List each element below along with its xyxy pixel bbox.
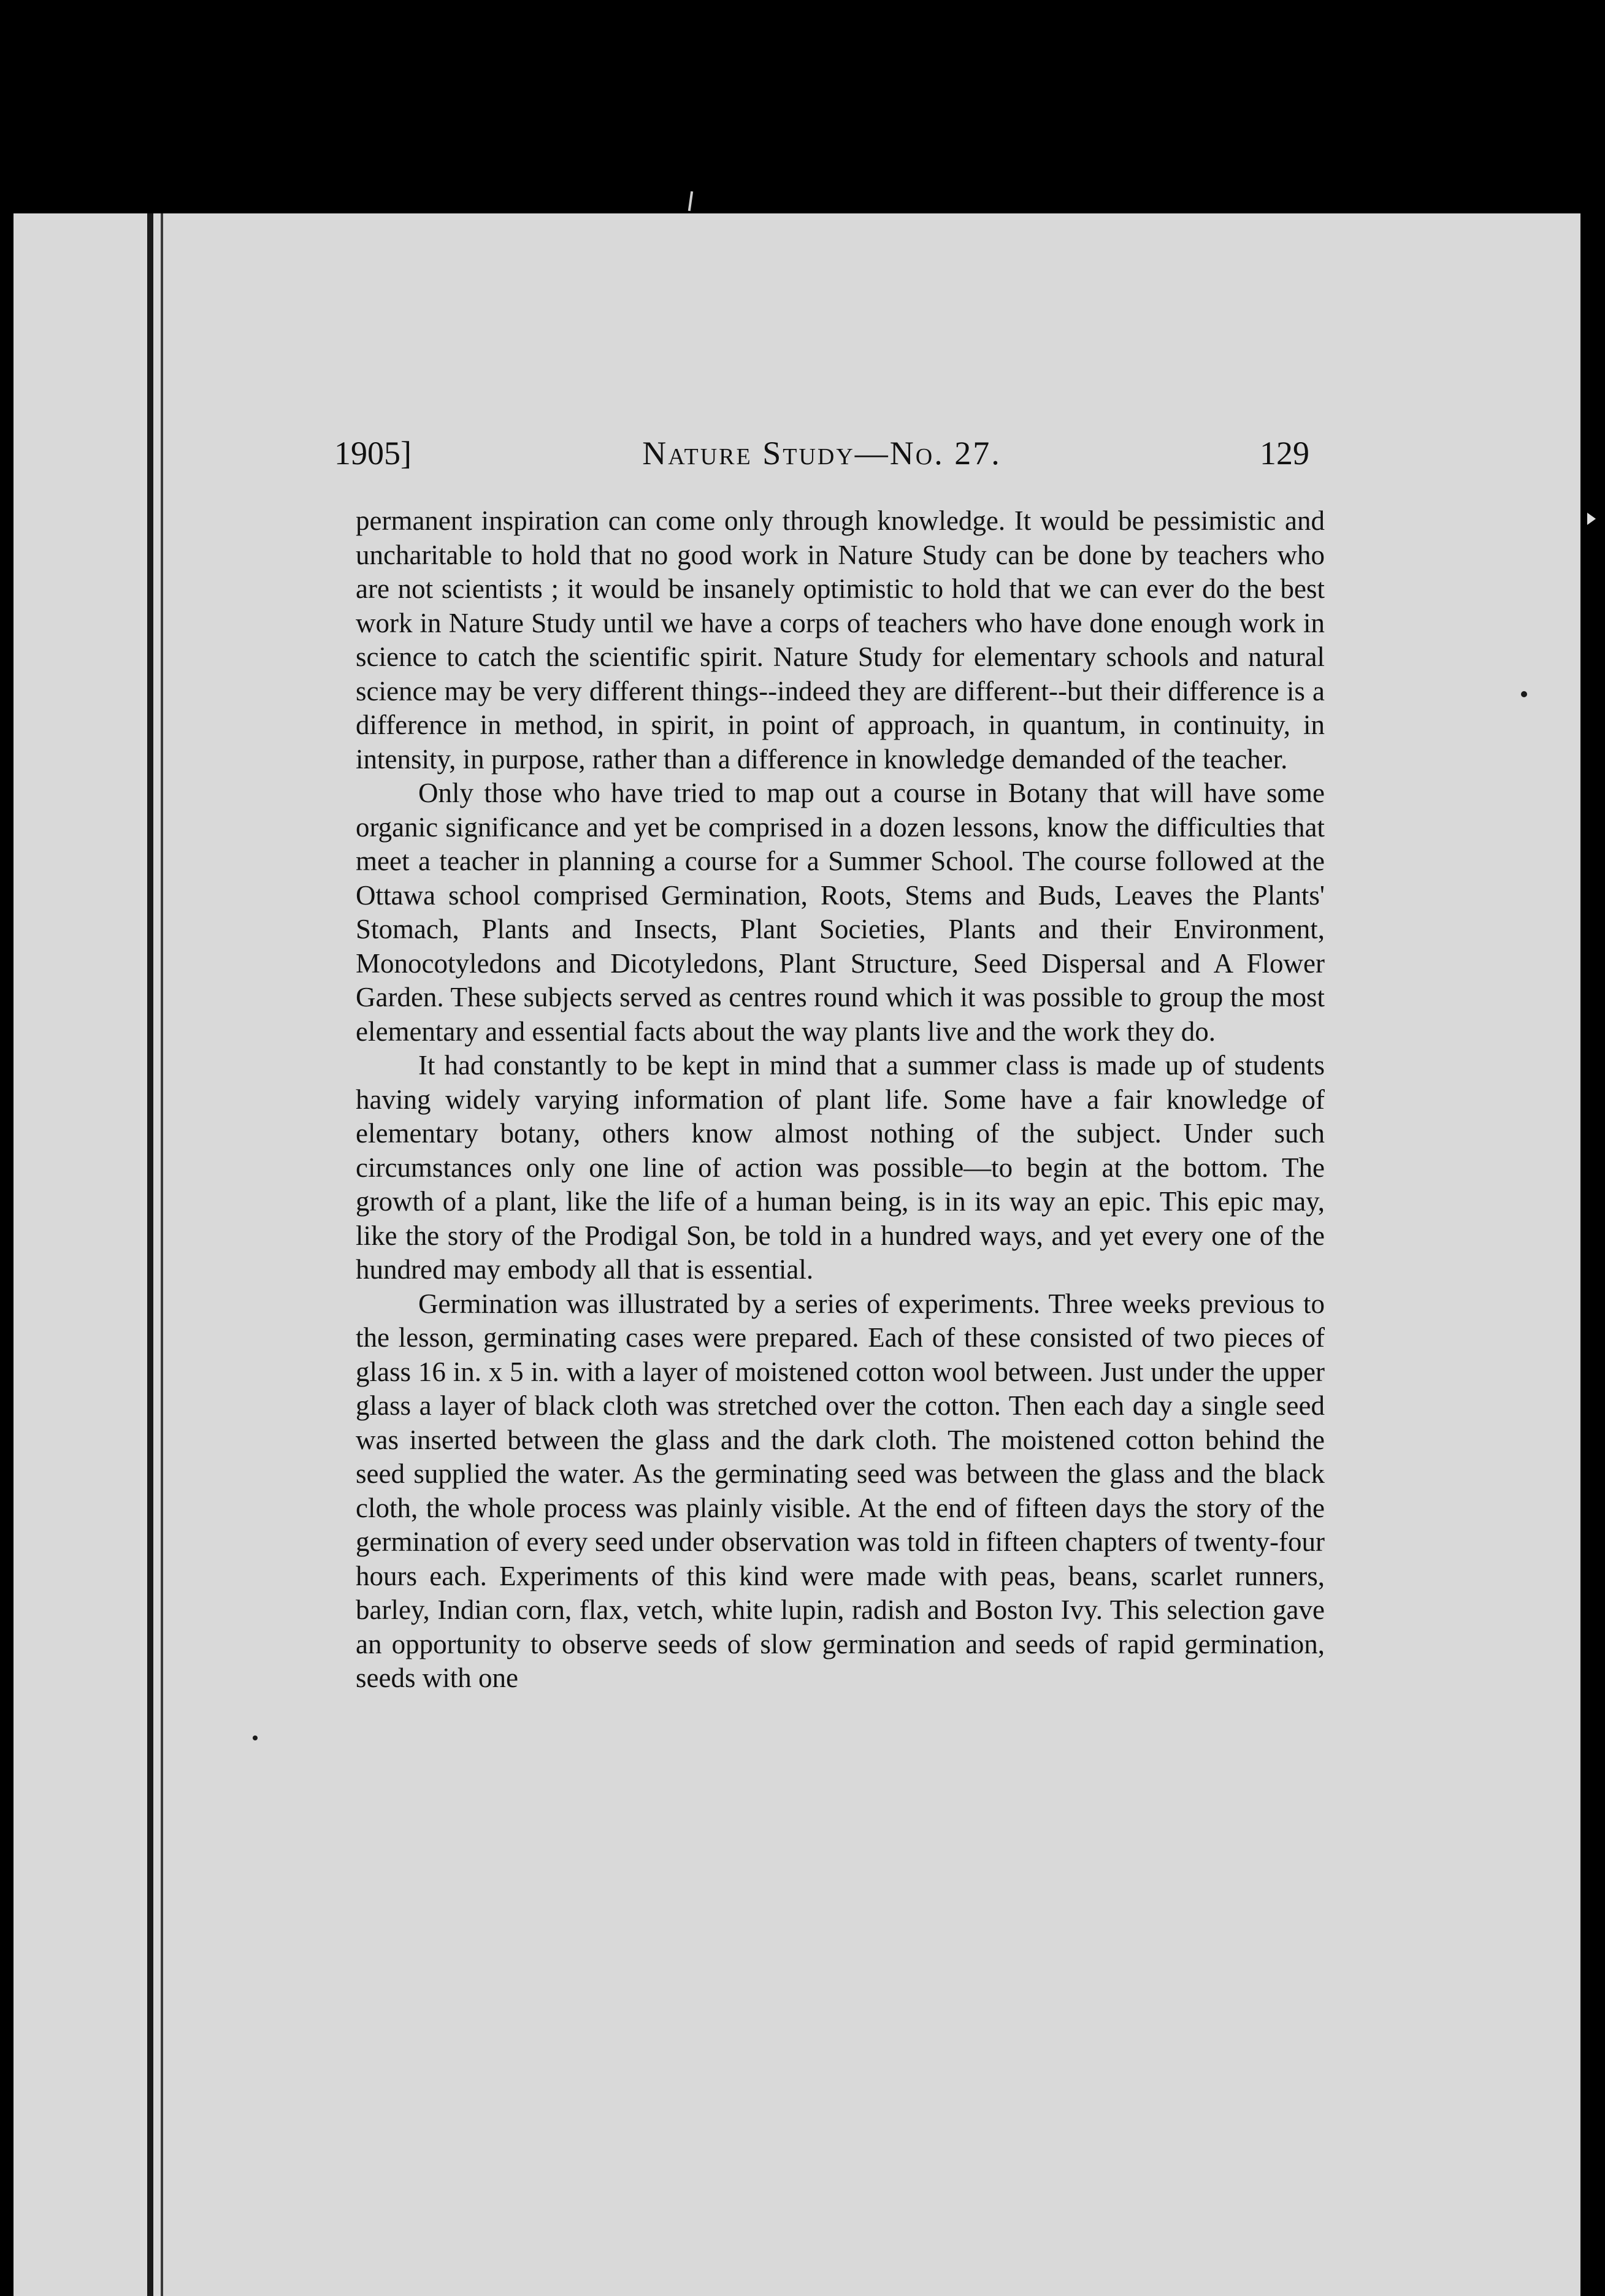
- page-edge-arrow-icon: [1587, 513, 1596, 525]
- scan-speck: [1521, 691, 1527, 697]
- body-text: [356, 504, 1325, 1696]
- scan-speck: [253, 1735, 258, 1740]
- running-head: [334, 434, 1309, 477]
- running-head-year: 1905]: [334, 435, 412, 472]
- paragraph: Only those who have tried to map out a course in Botany that will have some organic significance and yet be comprised in a dozen lessons, know the difficulties that meet a teacher in planning a course for a Summer School. The course followed at the Ottawa school comprised Germination, Roots, Stems and Buds, Leaves the Plants' Stomach, Plants and Insects, Plant Societies, Plants and their Environment, Monocotyledons and Dicotyledons, Plant Structure, Seed Dispersal and A Flower Garden. These subjects served as centres round which it was possible to group the most elementary and essential facts about the way plants live and the work they do.: [356, 778, 1325, 1047]
- running-head-title: Nature Study—No. 27.: [642, 435, 1002, 472]
- paragraph: It had constantly to be kept in mind that a summer class is made up of students having widely varying information of plant life. Some have a fair knowledge of elementary botany, others know almost nothing of the subject. Under such circumstances only one line of action was possible—to begin at the bottom. The growth of a plant, like the life of a human being, is in its way an epic. This epic may, like the story of the Prodigal Son, be told in a hundred ways, and yet every one of the hundred may embody all that is essential.: [356, 1050, 1325, 1285]
- page-spine-line: [161, 213, 163, 2296]
- paragraph: permanent inspiration can come only through knowledge. It would be pessimistic and uncharitable to hold that no good work in Nature Study can be done by teachers who are not scientists ; it would be insanely optimistic to hold that we can ever do the best work in Nature Study until we have a corps of teachers who have done enough work in science to catch the scientific spirit. Nature Study for elementary schools and natural science may be very different things--indeed they are different--but their difference is a difference in method, in spirit, in point of approach, in quantum, in continuity, in intensity, in purpose, rather than a difference in knowledge demanded of the teacher.: [356, 505, 1325, 775]
- page-number: 129: [1260, 435, 1309, 472]
- scan-mark: [688, 191, 693, 211]
- paragraph: Germination was illustrated by a series of experiments. Three weeks previous to the lesson, germinating cases were prepared. Each of these consisted of two pieces of glass 16 in. x 5 in. with a layer of moistened cotton wool between. Just under the upper glass a layer of black cloth was stretched over the cotton. Then each day a single seed was inserted between the glass and the dark cloth. The moistened cotton behind the seed supplied the water. As the germinating seed was between the glass and the black cloth, the whole process was plainly visible. At the end of fifteen days the story of the germination of every seed under observation was told in fifteen chapters of twenty-four hours each. Experiments of this kind were made with peas, beans, scarlet runners, barley, Indian corn, flax, vetch, white lupin, radish and Boston Ivy. This selection gave an opportunity to observe seeds of slow germination and seeds of rapid germination, seeds with one: [356, 1288, 1325, 1693]
- page-spine-shadow: [147, 213, 153, 2296]
